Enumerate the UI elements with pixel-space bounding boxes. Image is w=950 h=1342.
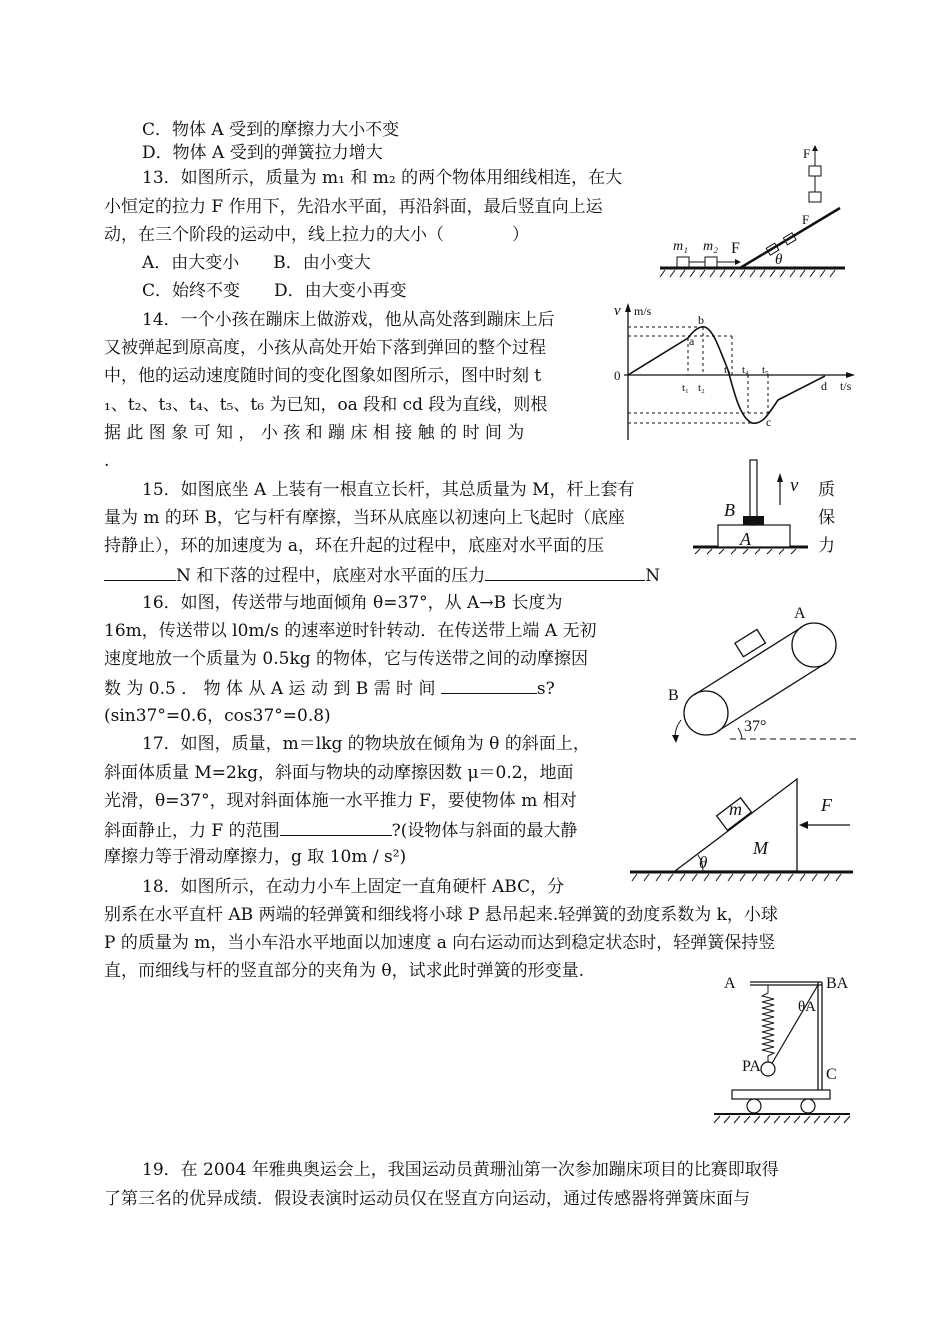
q14-point-b: b xyxy=(698,313,704,327)
q18-theta-label: θA xyxy=(798,999,817,1015)
q13-line-2: 小恒定的拉力 F 作用下，先沿水平面，再沿斜面，最后竖直向上运 xyxy=(104,197,603,217)
q17-incline-figure xyxy=(625,775,860,885)
q14-t3: t₃ xyxy=(724,364,731,376)
q17-theta-label: θ xyxy=(699,853,708,872)
q16-b-label: B xyxy=(668,687,679,704)
q17-line-4: 斜面静止，力 F 的范围 ?(设物体与斜面的最大静 xyxy=(104,817,577,843)
q15-side-char-1: 质 xyxy=(818,480,835,500)
q14-vt-graph xyxy=(610,300,865,445)
q13-theta-label: θ xyxy=(775,252,783,268)
q18-a-label: A xyxy=(724,975,736,992)
q17-m-label: m xyxy=(729,799,742,819)
q14-line-2: 又被弹起到原高度，小孩从高处开始下落到弹回的整个过程 xyxy=(104,338,546,358)
q13-m2-label: m₂ xyxy=(703,239,718,254)
q13-options-ab: A．由大变小 B．由小变大 xyxy=(142,253,371,273)
q17-blank[interactable] xyxy=(280,817,392,836)
q16-conveyor-figure xyxy=(658,598,863,748)
q18-pa-label: PA xyxy=(742,1058,761,1075)
q12-option-d: D．物体 A 受到的弹簧拉力增大 xyxy=(142,143,383,163)
q13-line-3: 动，在三个阶段的运动中，线上拉力的大小（ ） xyxy=(104,225,529,245)
q15-line-2: 量为 m 的环 B，它与杆有摩擦，当环从底座以初速向上飞起时（底座 xyxy=(104,508,625,528)
q14-t2: t₂ xyxy=(698,382,705,394)
q18-line-4: 直，而细线与杆的竖直部分的夹角为 θ，试求此时弹簧的形变量. xyxy=(104,961,585,981)
q14-point-c: c xyxy=(766,415,772,429)
q15-blank-2[interactable] xyxy=(485,562,645,581)
q13-m1-label: m₁ xyxy=(673,239,688,254)
q13-f-top-label: F xyxy=(803,146,811,161)
q17-line-5: 摩擦力等于滑动摩擦力，g 取 10m / s²) xyxy=(104,847,407,867)
q19-line-2: 了第三名的优异成绩．假设表演时运动员仅在竖直方向运动，通过传感器将弹簧床面与 xyxy=(104,1189,750,1209)
q14-t1: t₁ xyxy=(682,382,689,394)
q14-v-axis-label: v xyxy=(614,303,621,319)
q13-figure xyxy=(655,140,855,280)
q15-a-label: A xyxy=(740,529,751,549)
q14-point-a: a xyxy=(689,334,695,348)
q14-line-3: 中，他的运动速度随时间的变化图象如图所示，图中时刻 t xyxy=(104,366,542,386)
q18-cart-figure xyxy=(710,965,860,1135)
q16-line-4: 数 为 0.5 ． 物 体 从 A 运 动 到 B 需 时 间 s? xyxy=(104,675,555,701)
q16-line-1: 16．如图，传送带与地面倾角 θ=37°，从 A→B 长度为 xyxy=(142,593,563,613)
q12-option-c: C．物体 A 受到的摩擦力大小不变 xyxy=(142,120,400,140)
q16-line-5: (sin37°=0.6，cos37°=0.8) xyxy=(104,706,331,726)
q18-ba-label: BA xyxy=(826,975,849,992)
q13-line-1: 13．如图所示，质量为 m₁ 和 m₂ 的两个物体用细线相连，在大 xyxy=(142,168,623,188)
q16-line-3: 速度地放一个质量为 0.5kg 的物体，它与传送带之间的动摩擦因 xyxy=(104,649,589,669)
q14-t5: t₅ xyxy=(762,364,769,376)
q15-blank-1[interactable] xyxy=(104,562,176,581)
q16-angle-label: 37° xyxy=(744,718,767,735)
q13-f-label: F xyxy=(731,240,740,257)
q15-b-label: B xyxy=(724,500,735,520)
q14-origin-label: 0 xyxy=(614,368,621,383)
q17-line-2: 斜面体质量 M=2kg，斜面与物块的动摩擦因数 μ＝0.2，地面 xyxy=(104,763,574,783)
q16-blank[interactable] xyxy=(441,675,537,694)
q15-side-char-3: 力 xyxy=(818,536,835,556)
q14-line-6: . xyxy=(104,451,110,471)
q18-c-label: C xyxy=(826,1066,837,1083)
q14-line-4: ₁、t₂、t₃、t₄、t₅、t₆ 为已知，oa 段和 cd 段为直线，则根 xyxy=(104,395,548,415)
q15-figure xyxy=(688,455,818,555)
q14-unit-label: m/s xyxy=(634,304,652,318)
q14-line-5: 据 此 图 象 可 知 ， 小 孩 和 蹦 床 相 接 触 的 时 间 为 xyxy=(104,423,525,443)
q14-line-1: 14．一个小孩在蹦床上做游戏，他从高处落到蹦床上后 xyxy=(142,310,555,330)
q17-f-label: F xyxy=(821,795,832,815)
q16-a-label: A xyxy=(794,605,806,622)
q17-big-m-label: M xyxy=(753,838,768,858)
q18-line-2: 别系在水平直杆 AB 两端的轻弹簧和细线将小球 P 悬吊起来.轻弹簧的劲度系数为 k，小球 xyxy=(104,905,778,925)
q17-line-1: 17．如图，质量，m＝lkg 的物块放在倾角为 θ 的斜面上， xyxy=(142,734,590,754)
q15-v-label: v xyxy=(790,475,799,496)
q19-line-1: 19．在 2004 年雅典奥运会上，我国运动员黄珊汕第一次参加蹦床项目的比赛即取得 xyxy=(142,1160,779,1180)
q13-f-slope-label: F xyxy=(802,212,810,227)
q18-line-3: P 的质量为 m，当小车沿水平地面以加速度 a 向右运动而达到稳定状态时，轻弹簧保持竖 xyxy=(104,933,776,953)
q18-line-1: 18．如图所示，在动力小车上固定一直角硬杆 ABC，分 xyxy=(142,877,565,897)
q14-point-d: d xyxy=(821,379,827,393)
q14-t4: t₄ xyxy=(742,364,749,376)
q15-line-3: 持静止），环的加速度为 a，环在升起的过程中，底座对水平面的压 xyxy=(104,536,605,556)
q15-line-4: N 和下落的过程中，底座对水平面的压力 N xyxy=(104,562,660,588)
q15-side-char-2: 保 xyxy=(818,508,835,528)
q15-line-1: 15．如图底坐 A 上装有一根直立长杆，其总质量为 M，杆上套有 xyxy=(142,480,635,500)
q17-line-3: 光滑，θ=37°，现对斜面体施一水平推力 F，要使物体 m 相对 xyxy=(104,791,577,811)
q14-t-axis-label: t/s xyxy=(840,379,852,393)
q13-options-cd: C．始终不变 D．由大变小再变 xyxy=(142,281,407,301)
q16-line-2: 16m，传送带以 l0m/s 的速率逆时针转动．在传送带上端 A 无初 xyxy=(104,621,597,641)
